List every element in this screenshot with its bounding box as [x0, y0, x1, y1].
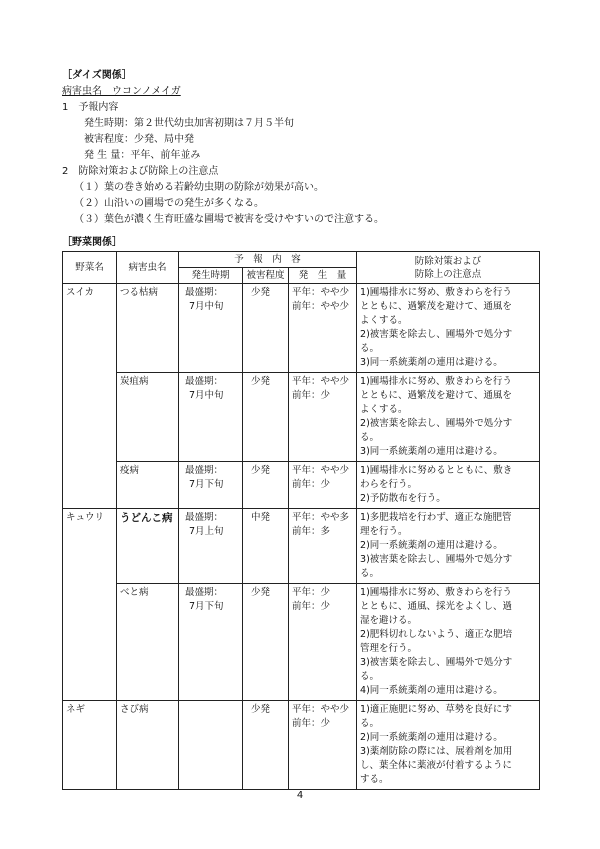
- forecast-amount: 発 生 量：平年、前年並み: [84, 150, 201, 161]
- forecast-period: 発生時期：第２世代幼虫加害初期は７月５半旬: [84, 118, 294, 129]
- pest-cell: つる枯病: [117, 284, 179, 373]
- vegetable-heading: ［野菜関係］: [62, 237, 122, 248]
- period-cell: 最盛期： 7月下旬: [179, 584, 243, 701]
- pest-cell: 炭疽病: [117, 373, 179, 462]
- measures-cell: 1)多肥栽培を行わず、適正な施肥管 理を行う。 2)同一系統薬剤の連用は避ける。 3)被害葉を除去し、圃場外で処分す る。: [357, 509, 540, 584]
- pest-cell: さび病: [117, 701, 179, 790]
- period-cell: [179, 701, 243, 790]
- period-cell: 最盛期： 7月中旬: [179, 284, 243, 373]
- table-row: [63, 373, 540, 462]
- page-number: 4: [296, 790, 304, 801]
- crop-cell: スイカ: [63, 284, 117, 509]
- control-note-1: （１）葉の巻き始める若齢幼虫期の防除が効果が高い。: [74, 182, 324, 193]
- amount-cell: 平年：やや少 前年：少: [289, 373, 357, 462]
- amount-cell: 平年：少 前年：少: [289, 584, 357, 701]
- pest-cell: 疫病: [117, 462, 179, 509]
- header-period: 発生時期: [179, 268, 243, 284]
- measures-cell: 1)圃場排水に努めるとともに、敷き わらを行う。 2)予防散布を行う。: [357, 462, 540, 509]
- damage-cell: 中発: [243, 509, 289, 584]
- soybean-heading: ［ダイズ関係］: [62, 70, 132, 81]
- crop-cell: キュウリ: [63, 509, 117, 701]
- header-amount: 発 生 量: [289, 268, 357, 284]
- header-measures: 防除対策および 防除上の注意点: [357, 252, 540, 284]
- table-row: [63, 462, 540, 509]
- measures-cell: 1)圃場排水に努め、敷きわらを行う とともに、過繁茂を避けて、通風を よくする。 2)被害葉を除去し、圃場外で処分す る。 3)同一系統薬剤の連用は避ける。: [357, 373, 540, 462]
- control-title: 2 防除対策および防除上の注意点: [62, 166, 219, 177]
- soybean-section: [62, 68, 542, 228]
- damage-cell: 少発: [243, 701, 289, 790]
- pest-cell: べと病: [117, 584, 179, 701]
- soybean-pest-name: 病害虫名 ウコンノメイガ: [62, 86, 181, 97]
- measures-cell: 1)適正施肥に努め、草勢を良好にす る。 2)同一系統薬剤の連用は避ける。 3)薬剤防除の際には、展着剤を加用 し、葉全体に薬液が付着するように する。: [357, 701, 540, 790]
- damage-cell: 少発: [243, 584, 289, 701]
- amount-cell: 平年：やや多 前年：多: [289, 509, 357, 584]
- period-cell: 最盛期： 7月下旬: [179, 462, 243, 509]
- measures-cell: 1)圃場排水に努め、敷きわらを行う とともに、通風、採光をよくし、過 湿を避ける。 2)肥料切れしないよう、適正な肥培 管理を行う。 3)被害葉を除去し、圃場外で処分す る。 4)同一系統薬剤の連用は避ける。: [357, 584, 540, 701]
- amount-cell: 平年：やや少 前年：少: [289, 462, 357, 509]
- table-row: [63, 701, 540, 790]
- period-cell: 最盛期： 7月中旬: [179, 373, 243, 462]
- header-crop: 野菜名: [63, 252, 117, 284]
- period-cell: 最盛期： 7月上旬: [179, 509, 243, 584]
- table-row: [63, 509, 540, 584]
- header-forecast: 予 報 内 容: [179, 252, 357, 268]
- vegetable-forecast-table: [62, 251, 540, 790]
- amount-cell: 平年：やや少 前年：少: [289, 701, 357, 790]
- table-header-row: [63, 252, 540, 268]
- table-row: [63, 284, 540, 373]
- damage-cell: 少発: [243, 462, 289, 509]
- control-note-3: （３）葉色が濃く生育旺盛な圃場で被害を受けやすいので注意する。: [74, 214, 384, 225]
- header-pest: 病害虫名: [117, 252, 179, 284]
- control-note-2: （２）山沿いの圃場での発生が多くなる。: [74, 198, 264, 209]
- crop-cell: ネギ: [63, 701, 117, 790]
- measures-cell: 1)圃場排水に努め、敷きわらを行う とともに、過繁茂を避けて、通風を よくする。 2)被害葉を除去し、圃場外で処分す る。 3)同一系統薬剤の連用は避ける。: [357, 284, 540, 373]
- damage-cell: 少発: [243, 373, 289, 462]
- table-row: [63, 584, 540, 701]
- forecast-title: 1 予報内容: [62, 102, 119, 113]
- pest-cell: うどんこ病: [117, 509, 179, 584]
- amount-cell: 平年：やや少 前年：やや少: [289, 284, 357, 373]
- damage-cell: 少発: [243, 284, 289, 373]
- header-damage: 被害程度: [243, 268, 289, 284]
- forecast-damage: 被害程度：少発、局中発: [84, 134, 194, 145]
